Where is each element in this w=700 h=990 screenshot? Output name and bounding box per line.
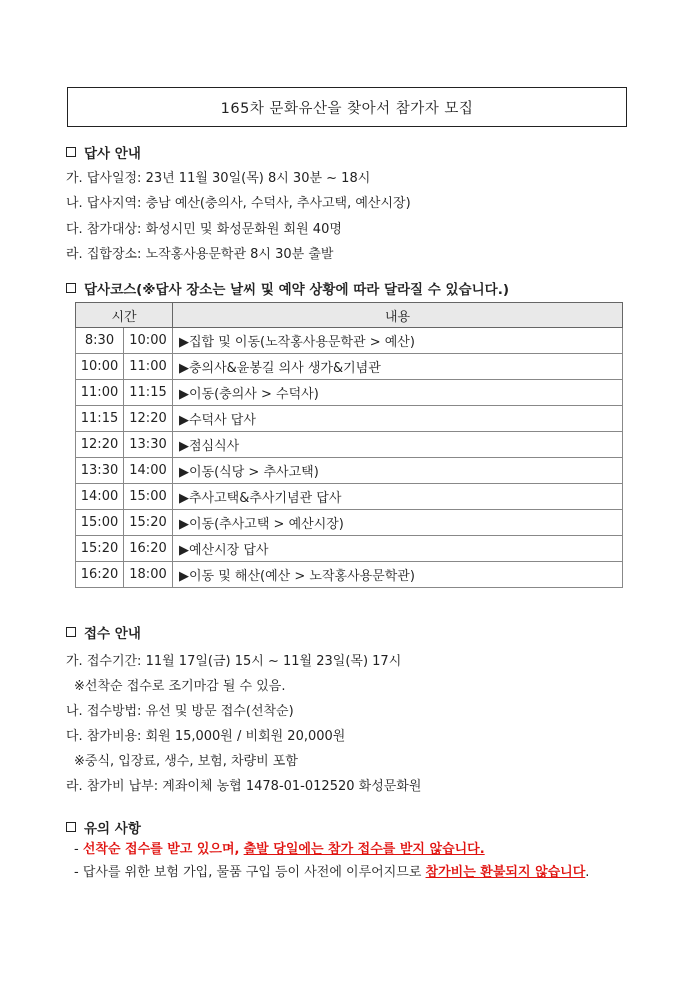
schedule-table <box>75 302 623 588</box>
start-time-cell: 12:20 <box>76 432 124 458</box>
end-time-cell: 16:20 <box>124 536 173 562</box>
schedule-row <box>76 510 623 536</box>
end-time-cell: 10:00 <box>124 328 173 354</box>
schedule-row <box>76 380 623 406</box>
schedule-row <box>76 458 623 484</box>
section-heading-notes: 유의 사항 <box>66 817 141 837</box>
payment-line: 라. 참가비 납부: 계좌이체 농협 1478-01-012520 화성문화원 <box>66 779 422 794</box>
registration-note: ※선착순 접수로 조기마감 될 수 있음. <box>74 679 286 694</box>
fee-note: ※중식, 입장료, 생수, 보험, 차량비 포함 <box>74 754 298 769</box>
end-time-cell: 14:00 <box>124 458 173 484</box>
notice-item-2: - 답사를 위한 보험 가입, 물품 구입 등이 사전에 이루어지므로 참가비는 환불되지 않습니다. <box>74 865 590 880</box>
end-time-cell: 11:15 <box>124 380 173 406</box>
schedule-row <box>76 328 623 354</box>
schedule-row <box>76 354 623 380</box>
activity-cell: ▶이동(식당 > 추사고택) <box>173 458 623 484</box>
tour-schedule-line: 가. 답사일정: 23년 11월 30일(목) 8시 30분 ~ 18시 <box>66 171 371 186</box>
schedule-row <box>76 406 623 432</box>
checkbox-square-icon <box>66 283 76 293</box>
schedule-header-row <box>76 303 623 328</box>
end-time-cell: 12:20 <box>124 406 173 432</box>
page-title <box>67 87 627 127</box>
activity-cell: ▶수덕사 답사 <box>173 406 623 432</box>
page-title-text: 165차 문화유산을 찾아서 참가자 모집 <box>220 100 474 117</box>
tour-meeting-line: 라. 집합장소: 노작홍사용문학관 8시 30분 출발 <box>66 247 334 262</box>
section-heading-course: 답사코스(※답사 장소는 날씨 및 예약 상황에 따라 달라질 수 있습니다.) <box>66 278 509 298</box>
section-heading-registration: 접수 안내 <box>66 622 141 642</box>
schedule-row <box>76 562 623 588</box>
notice-item-1: - 선착순 접수를 받고 있으며, 출발 당일에는 참가 접수를 받지 않습니다. <box>74 842 485 857</box>
notice-red-underlined-1: 출발 당일에는 참가 접수를 받지 않습니다. <box>243 842 485 857</box>
notice-red-text-1: 선착순 접수를 받고 있으며, <box>82 842 240 857</box>
end-time-cell: 18:00 <box>124 562 173 588</box>
start-time-cell: 15:00 <box>76 510 124 536</box>
tour-region-line: 나. 답사지역: 충남 예산(충의사, 수덕사, 추사고택, 예산시장) <box>66 196 411 211</box>
activity-cell: ▶집합 및 이동(노작홍사용문학관 > 예산) <box>173 328 623 354</box>
section-heading-tour-info: 답사 안내 <box>66 142 141 162</box>
checkbox-square-icon <box>66 822 76 832</box>
activity-cell: ▶이동 및 해산(예산 > 노작홍사용문학관) <box>173 562 623 588</box>
tour-target-line: 다. 참가대상: 화성시민 및 화성문화원 회원 40명 <box>66 222 342 237</box>
header-time: 시간 <box>76 303 173 328</box>
schedule-row <box>76 484 623 510</box>
start-time-cell: 14:00 <box>76 484 124 510</box>
start-time-cell: 11:00 <box>76 380 124 406</box>
start-time-cell: 15:20 <box>76 536 124 562</box>
fee-line: 다. 참가비용: 회원 15,000원 / 비회원 20,000원 <box>66 729 346 744</box>
schedule-row <box>76 432 623 458</box>
activity-cell: ▶예산시장 답사 <box>173 536 623 562</box>
activity-cell: ▶이동(추사고택 > 예산시장) <box>173 510 623 536</box>
registration-period-line: 가. 접수기간: 11월 17일(금) 15시 ~ 11월 23일(목) 17시 <box>66 654 402 669</box>
checkbox-square-icon <box>66 147 76 157</box>
schedule-row <box>76 536 623 562</box>
registration-method-line: 나. 접수방법: 유선 및 방문 접수(선착순) <box>66 704 294 719</box>
activity-cell: ▶추사고택&추사기념관 답사 <box>173 484 623 510</box>
end-time-cell: 15:20 <box>124 510 173 536</box>
end-time-cell: 11:00 <box>124 354 173 380</box>
checkbox-square-icon <box>66 627 76 637</box>
start-time-cell: 8:30 <box>76 328 124 354</box>
end-time-cell: 15:00 <box>124 484 173 510</box>
end-time-cell: 13:30 <box>124 432 173 458</box>
start-time-cell: 10:00 <box>76 354 124 380</box>
start-time-cell: 13:30 <box>76 458 124 484</box>
activity-cell: ▶이동(충의사 > 수덕사) <box>173 380 623 406</box>
activity-cell: ▶점심식사 <box>173 432 623 458</box>
header-content: 내용 <box>173 303 623 328</box>
activity-cell: ▶충의사&윤봉길 의사 생가&기념관 <box>173 354 623 380</box>
start-time-cell: 11:15 <box>76 406 124 432</box>
notice-red-underlined-2: 참가비는 환불되지 않습니다 <box>425 865 586 880</box>
schedule-body <box>76 328 623 588</box>
start-time-cell: 16:20 <box>76 562 124 588</box>
